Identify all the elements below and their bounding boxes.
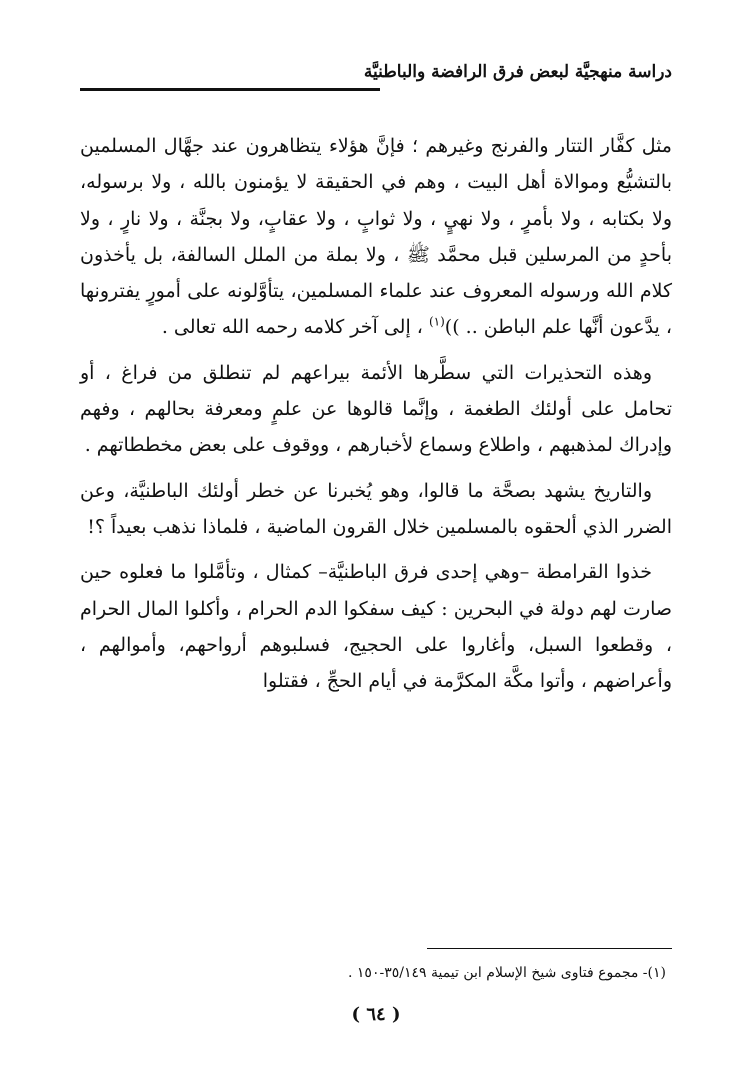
- body-text: [80, 128, 672, 708]
- header-title: دراسة منهجيَّة لبعض فرق الرافضة والباطنيَّة: [363, 62, 672, 82]
- footnote-rule: [427, 948, 672, 949]
- footnote-reference: (١): [428, 315, 445, 330]
- header-rule: [80, 88, 380, 91]
- page-number: ( ٦٤ ): [351, 1004, 401, 1025]
- paragraph-1-text: مثل كفَّار التتار والفرنج وغيرهم ؛ فإنَّ هؤلاء يتظاهرون عند جهَّال المسلمين بالتشيُّع وموالاة أهل البيت ، وهم في الحقيقة لا يؤمنون بالله ، ولا برسوله، ولا بكتابه ، ولا بأمرٍ ، ولا نهيٍ ، ولا ثوابٍ ، ولا عقابٍ، ولا بجنَّة ، ولا نارٍ ، ولا بأحدٍ من المرسلين قبل محمَّد ﷺ ، ولا بملة من الملل السالفة، بل يأخذون كلام الله ورسوله المعروف عند علماء المسلمين، يتأوَّلونه على أمورٍ يفترونها ، يدَّعون أنَّها علم الباطن .. )): [80, 135, 672, 339]
- paragraph-1: [80, 128, 672, 346]
- paragraph-4: خذوا القرامطة –وهي إحدى فرق الباطنيَّة– كمثال ، وتأمَّلوا ما فعلوه حين صارت لهم دولة في البحرين : كيف سفكوا الدم الحرام ، وأكلوا المال الحرام ، وقطعوا السبل، وأغاروا على الحجيج، فسلبوهم أرواحهم، وأموالهم ، وأعراضهم ، وأتوا مكَّة المكرَّمة في أيام الحجِّ ، فقتلوا: [80, 561, 672, 693]
- running-header: [80, 60, 672, 94]
- paragraph-3: والتاريخ يشهد بصحَّة ما قالوا، وهو يُخبرنا عن خطر أولئك الباطنيَّة، وعن الضرر الذي ألحقوه بالمسلمين خلال القرون الماضية ، فلماذا نذهب بعيداً ؟!: [80, 479, 672, 538]
- paragraph-2: وهذه التحذيرات التي سطَّرها الأئمة بيراعهم لم تنطلق من فراغ ، أو تحامل على أولئك الطغمة ، وإنَّما قالوها عن علمٍ ومعرفة بحالهم ، وفهم وإدراك لمذهبهم ، واطلاع وسماع لأخبارهم ، ووقوف على بعض مخططاتهم .: [80, 361, 672, 457]
- footnote: (١)- مجموع فتاوى شيخ الإسلام ابن تيمية ٣٥/١٤٩-١٥٠ .: [348, 965, 666, 981]
- paragraph-1-continuation: ، إلى آخر كلامه رحمه الله تعالى .: [161, 316, 429, 339]
